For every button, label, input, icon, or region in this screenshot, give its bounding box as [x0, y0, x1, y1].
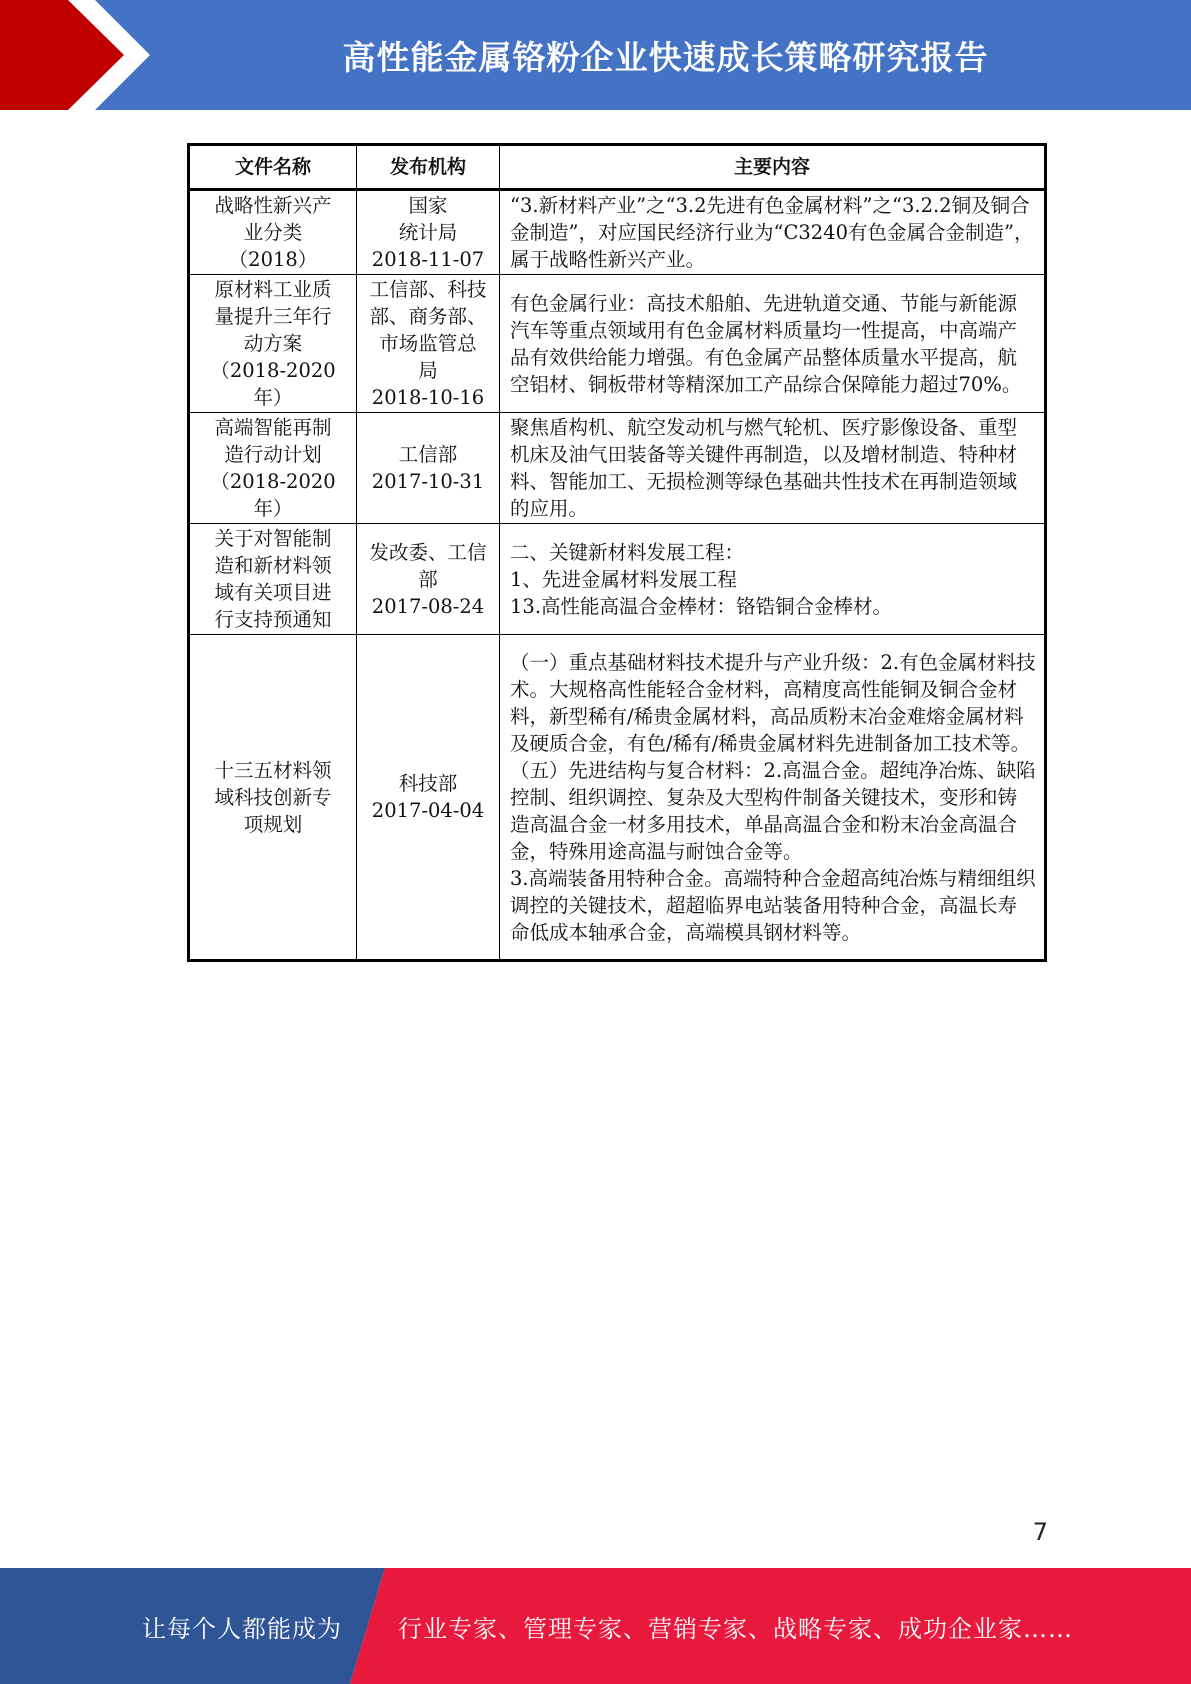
document-name-cell	[189, 275, 357, 413]
cell-paragraph: 1、先进金属材料发展工程	[510, 567, 737, 591]
cell-paragraph: （一）重点基础材料技术提升与产业升级：2.有色金属材料技术。大规格高性能轻合金材料，高精度高性能铜及铜合金材料，新型稀有/稀贵金属材料，高品质粉末冶金难熔金属材料及硬质合金，有色/稀有/稀贵金属材料先进制备加工技术等。	[510, 650, 1036, 755]
cell-line: 部、商务部、	[369, 305, 487, 328]
table-header-row	[189, 145, 1046, 190]
page-number: 7	[1032, 1518, 1048, 1546]
cell-line: 原材料工业质	[214, 278, 332, 301]
table-row	[189, 524, 1046, 635]
policy-table	[187, 143, 1047, 962]
cell-line: 工信部	[398, 443, 458, 466]
cell-line: 2018-10-16	[371, 386, 485, 409]
content-cell	[500, 524, 1046, 635]
cell-line: （2018）	[228, 248, 318, 271]
publisher-cell	[357, 190, 500, 275]
cell-line: 部	[418, 567, 438, 591]
cell-line: 科技部	[398, 772, 458, 795]
cell-line: 国家	[408, 194, 448, 217]
footer-slogan-right: 行业专家、管理专家、营销专家、战略专家、成功企业家……	[398, 1614, 1073, 1643]
cell-paragraph: 有色金属行业：高技术船舶、先进轨道交通、节能与新能源汽车等重点领域用有色金属材料质量均一性提高，中高端产品有效供给能力增强。有色金属产品整体质量水平提高，航空铝材、铜板带材等精深加工产品综合保障能力超过70%。	[510, 291, 1022, 396]
cell-paragraph: 聚焦盾构机、航空发动机与燃气轮机、医疗影像设备、重型机床及油气田装备等关键件再制造，以及增材制造、特种材料、智能加工、无损检测等绿色基础共性技术在再制造领域的应用。	[510, 416, 1018, 520]
cell-line: 2017-10-31	[371, 470, 485, 493]
cell-line: 造和新材料领	[214, 554, 332, 577]
cell-line: 市场监管总	[379, 332, 477, 355]
document-name-cell	[189, 635, 357, 961]
cell-line: 项规划	[243, 812, 303, 836]
page-footer	[0, 1568, 1191, 1684]
cell-line: （2018-2020年）	[210, 359, 336, 409]
footer-slogan-left: 让每个人都能成为	[142, 1614, 342, 1643]
table-row	[189, 275, 1046, 413]
cell-line: 十三五材料领	[214, 758, 332, 782]
cell-line: 造行动计划	[224, 443, 322, 466]
cell-line: 战略性新兴产	[214, 194, 332, 217]
content-cell	[500, 635, 1046, 961]
cell-line: 动方案	[243, 332, 303, 355]
report-title: 高性能金属铬粉企业快速成长策略研究报告	[342, 37, 989, 77]
cell-line: 域科技创新专	[214, 785, 332, 809]
chevron-arrow-icon	[0, 0, 160, 110]
cell-paragraph: （五）先进结构与复合材料：2.高温合金。超纯净冶炼、缺陷控制、组织调控、复杂及大型构件制备关键技术，变形和铸造高温合金一材多用技术，单晶高温合金和粉末冶金高温合金，特殊用途高温与耐蚀合金等。	[510, 758, 1036, 863]
table-row	[189, 635, 1046, 961]
cell-line: 2017-04-04	[371, 799, 485, 822]
cell-paragraph: 13.高性能高温合金棒材：铬锆铜合金棒材。	[510, 594, 893, 618]
cell-line: 工信部、科技	[369, 278, 487, 301]
cell-paragraph: 3.高端装备用特种合金。高端特种合金超高纯冶炼与精细组织调控的关键技术，超超临界电站装备用特种合金，高温长寿命低成本轴承合金，高端模具钢材料等。	[510, 866, 1036, 944]
publisher-cell	[357, 275, 500, 413]
column-header-content: 主要内容	[500, 145, 1046, 190]
publisher-cell	[357, 413, 500, 524]
cell-line: 行支持预通知	[214, 608, 332, 631]
table-row	[189, 190, 1046, 275]
cell-paragraph: “3.新材料产业”之“3.2先进有色金属材料”之“3.2.2铜及铜合金制造”，对应国民经济行业为“C3240有色金属合金制造”，属于战略性新兴产业。	[510, 194, 1034, 271]
publisher-cell	[357, 635, 500, 961]
page-header	[0, 0, 1191, 110]
document-name-cell	[189, 190, 357, 275]
cell-line: 关于对智能制	[214, 527, 332, 550]
cell-line: 2017-08-24	[371, 594, 485, 618]
cell-line: 高端智能再制	[214, 416, 332, 439]
content-cell	[500, 413, 1046, 524]
cell-line: 量提升三年行	[214, 305, 332, 328]
document-name-cell	[189, 413, 357, 524]
document-name-cell	[189, 524, 357, 635]
cell-line: 业分类	[243, 221, 303, 244]
column-header-name: 文件名称	[189, 145, 357, 190]
cell-line: 发改委、工信	[369, 540, 487, 564]
column-header-org: 发布机构	[357, 145, 500, 190]
cell-paragraph: 二、关键新材料发展工程：	[510, 540, 745, 564]
table-row	[189, 413, 1046, 524]
content-cell	[500, 190, 1046, 275]
cell-line: 域有关项目进	[214, 581, 332, 604]
content-cell	[500, 275, 1046, 413]
cell-line: 统计局	[398, 221, 458, 244]
cell-line: 2018-11-07	[371, 248, 485, 271]
publisher-cell	[357, 524, 500, 635]
cell-line: （2018-2020年）	[210, 470, 336, 520]
cell-line: 局	[418, 359, 438, 382]
